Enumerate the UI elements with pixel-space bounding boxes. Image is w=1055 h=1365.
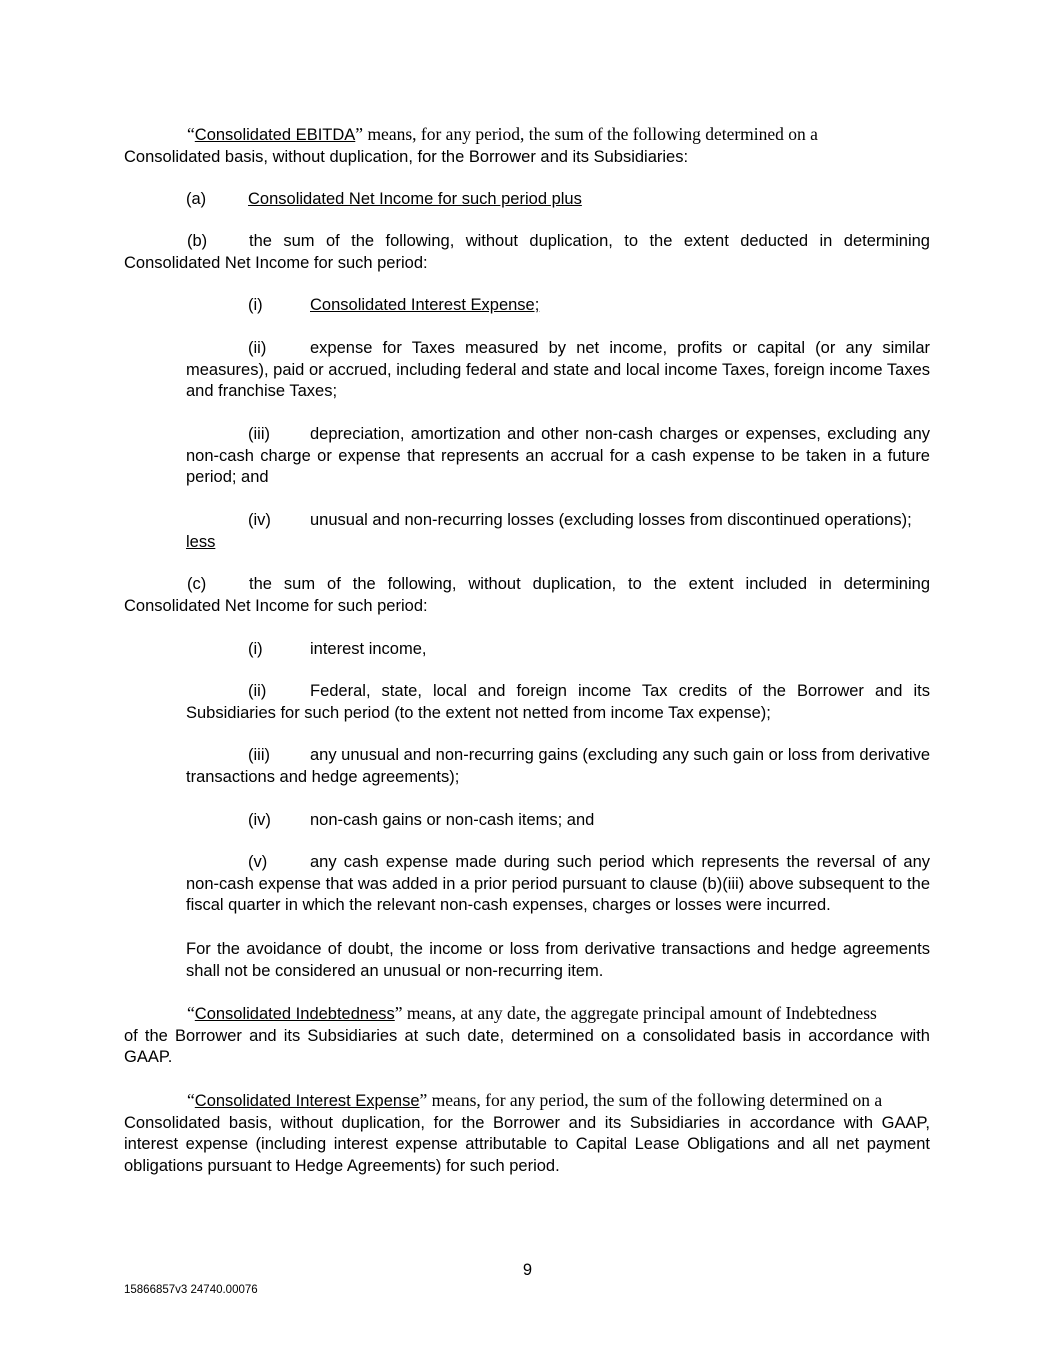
clause-c-text: the sum of the following, without duplication, to the extent included in determining Consolidated Net Income for such period: [124, 575, 930, 615]
clause-c-ii-text: Federal, state, local and foreign income Tax credits of the Borrower and its Subsidiaries for such period (to the extent not netted from income Tax expense); [186, 682, 930, 722]
clause-b-i-label: (i) [248, 296, 263, 314]
definition-consolidated-indebtedness [124, 1003, 930, 1069]
clause-b-label: (b) [187, 232, 208, 250]
clause-b-iv [186, 510, 930, 532]
clause-b-ii [186, 338, 930, 403]
clause-c-iii [186, 745, 930, 788]
clause-c-ii [186, 681, 930, 724]
clause-c-v-text: any cash expense made during such period which represents the reversal of any non-cash expense that was added in a prior period pursuant to clause (b)(iii) above subsequent to the fiscal quarter in which the relevant non-cash expenses, charges or losses were incurred. [186, 853, 930, 915]
defined-term: Consolidated Indebtedness [194, 1005, 395, 1023]
definition-consolidated-ebitda [124, 124, 930, 168]
clause-b-iv-label: (iv) [248, 511, 271, 529]
clause-c-i-label: (i) [248, 640, 263, 658]
close-quote: ” [419, 1090, 428, 1110]
definition-rest: Consolidated basis, without duplication, for the Borrower and its Subsidiaries: [124, 147, 689, 166]
page-number: 9 [522, 1261, 533, 1279]
clause-c-iii-text: any unusual and non-recurring gains (excluding any such gain or loss from derivative transactions and hedge agreements); [186, 746, 931, 786]
definition-consolidated-interest-expense [124, 1090, 930, 1177]
defined-term: Consolidated EBITDA [194, 126, 356, 144]
clause-c [124, 574, 930, 617]
close-quote: ” [394, 1003, 403, 1023]
clause-c-iv-text: non-cash gains or non-cash items; and [310, 811, 595, 829]
clause-b-iv-text: unusual and non-recurring losses (excluding losses from discontinued operations); [310, 511, 912, 529]
open-quote: “ [187, 1003, 195, 1023]
clause-b-iii-text: depreciation, amortization and other non-cash charges or expenses, excluding any non-cash charge or expense that represents an accrual for a cash expense to be taken in a future period; and [186, 425, 930, 487]
open-quote: “ [187, 124, 195, 144]
clause-b-ii-text: expense for Taxes measured by net income, profits or capital (or any similar measures), paid or accrued, including federal and state and local income Taxes, foreign income Taxes and franchise Taxes; [186, 339, 930, 401]
definition-lead: means, at any date, the aggregate principal amount of Indebtedness [402, 1003, 877, 1023]
clause-c-ii-label: (ii) [248, 682, 267, 700]
defined-term: Consolidated Interest Expense [194, 1092, 420, 1110]
clause-c-v [186, 852, 930, 917]
document-id: 15866857v3 24740.00076 [124, 1284, 258, 1296]
clause-c-i-text: interest income, [310, 640, 427, 658]
clause-c-iii-label: (iii) [248, 746, 270, 764]
less-connector: less [186, 533, 216, 551]
clause-b-iii-label: (iii) [248, 425, 270, 443]
avoidance-of-doubt: For the avoidance of doubt, the income or loss from derivative transactions and hedge agreements shall not be considered an unusual or non-recurring item. [186, 940, 930, 980]
clause-b-i-text: Consolidated Interest Expense; [310, 296, 540, 314]
close-quote: ” [355, 124, 364, 144]
open-quote: “ [187, 1090, 195, 1110]
clause-b-ii-label: (ii) [248, 339, 267, 357]
clause-b [124, 231, 930, 274]
definition-rest: Consolidated basis, without duplication, for the Borrower and its Subsidiaries in accordance with GAAP, interest expense (including interest expense attributable to Capital Lease Obligations and all net payment obligations pursuant to Hedge Agreements) for such period. [124, 1113, 930, 1175]
definition-lead: means, for any period, the sum of the following determined on a [363, 124, 818, 144]
clause-a-text: Consolidated Net Income for such period plus [248, 190, 582, 208]
clause-b-text: the sum of the following, without duplication, to the extent deducted in determining Consolidated Net Income for such period: [124, 232, 930, 272]
clause-c-label: (c) [187, 575, 207, 593]
clause-a-label: (a) [186, 190, 207, 208]
clause-c-iv-label: (iv) [248, 811, 271, 829]
definition-lead: means, for any period, the sum of the following determined on a [427, 1090, 883, 1110]
clause-b-iii [186, 424, 930, 489]
definition-rest: of the Borrower and its Subsidiaries at such date, determined on a consolidated basis in accordance with GAAP. [124, 1026, 930, 1067]
clause-c-v-label: (v) [248, 853, 268, 871]
